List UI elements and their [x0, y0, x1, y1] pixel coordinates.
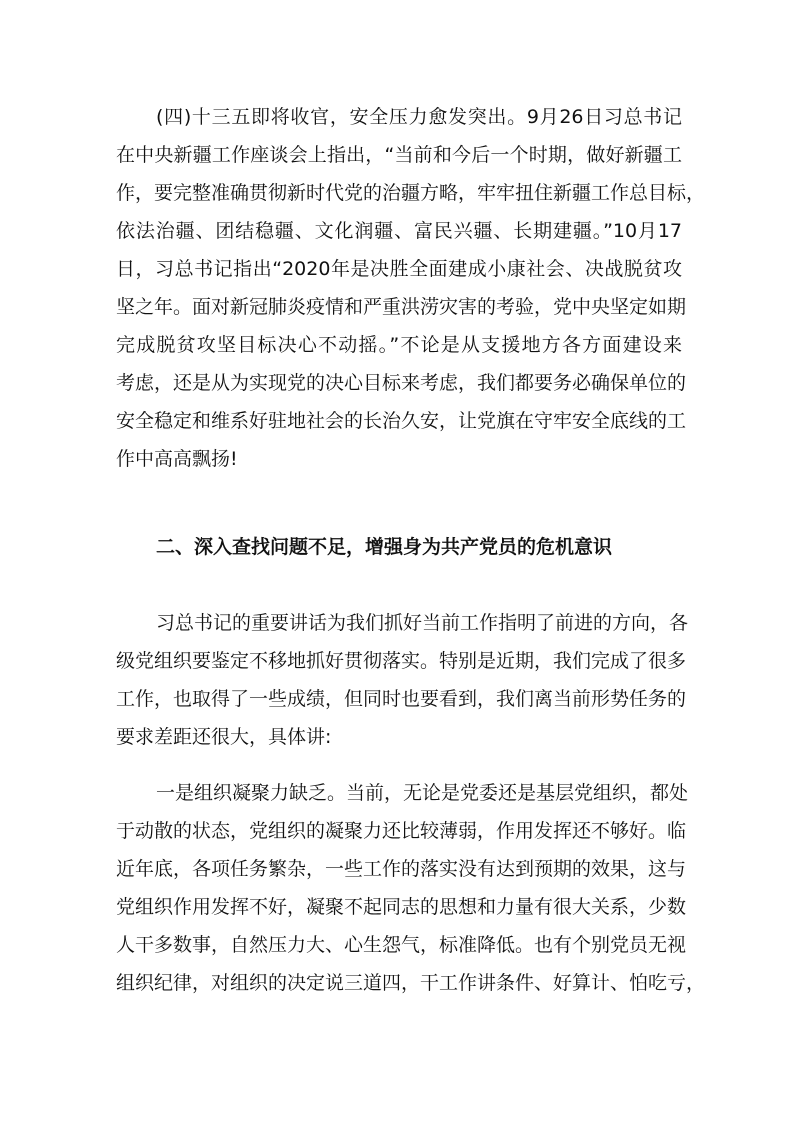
paragraph-2 — [116, 604, 689, 756]
paragraph-line: 完成脱贫攻坚目标决心不动摇。”不论是从支援地方各方面建设来 — [116, 334, 682, 356]
paragraph-line: 于动散的状态，党组织的凝聚力还比较薄弱，作用发挥还不够好。临 — [116, 820, 687, 842]
paragraph-line: 作中高高飘扬! — [116, 448, 238, 470]
paragraph-line: 工作，也取得了一些成绩，但同时也要看到，我们离当前形势任务的 — [116, 688, 687, 710]
paragraph-line: 要求差距还很大，具体讲: — [116, 726, 332, 748]
paragraph-3 — [116, 774, 706, 1002]
paragraph-line: 习总书记的重要讲话为我们抓好当前工作指明了前进的方向，各 — [156, 612, 689, 634]
paragraph-line: 党组织作用发挥不好，凝聚不起同志的思想和力量有很大关系，少数 — [116, 896, 687, 918]
paragraph-line: 作，要完整准确贯彻新时代党的治疆方略，牢牢扭住新疆工作总目标， — [116, 182, 706, 204]
paragraph-line: 在中央新疆工作座谈会上指出，“当前和今后一个时期，做好新疆工 — [116, 144, 682, 166]
paragraph-line: 近年底，各项任务繁杂，一些工作的落实没有达到预期的效果，这与 — [116, 858, 687, 880]
paragraph-line: 人干多数事，自然压力大、心生怨气，标准降低。也有个别党员无视 — [116, 934, 687, 956]
paragraph-line: 坚之年。面对新冠肺炎疫情和严重洪涝灾害的考验，党中央坚定如期 — [116, 296, 687, 318]
paragraph-line: 级党组织要鉴定不移地抓好贯彻落实。特别是近期，我们完成了很多 — [116, 650, 687, 672]
paragraph-line: 一是组织凝聚力缺乏。当前，无论是党委还是基层党组织，都处 — [156, 782, 689, 804]
section-heading: 二、深入查找问题不足，增强身为共产党员的危机意识 — [156, 536, 613, 558]
paragraph-line: (四)十三五即将收官，安全压力愈发突出。9月26日习总书记 — [156, 106, 682, 128]
paragraph-1 — [116, 98, 706, 478]
paragraph-line: 考虑，还是从为实现党的决心目标来考虑，我们都要务必确保单位的 — [116, 372, 687, 394]
paragraph-line: 安全稳定和维系好驻地社会的长治久安，让党旗在守牢安全底线的工 — [116, 410, 687, 432]
paragraph-line: 依法治疆、团结稳疆、文化润疆、富民兴疆、长期建疆。”10月17 — [116, 220, 682, 242]
paragraph-line: 日，习总书记指出“2020年是决胜全面建成小康社会、决战脱贫攻 — [116, 258, 682, 280]
paragraph-line: 组织纪律，对组织的决定说三道四，干工作讲条件、好算计、怕吃亏， — [116, 972, 706, 994]
